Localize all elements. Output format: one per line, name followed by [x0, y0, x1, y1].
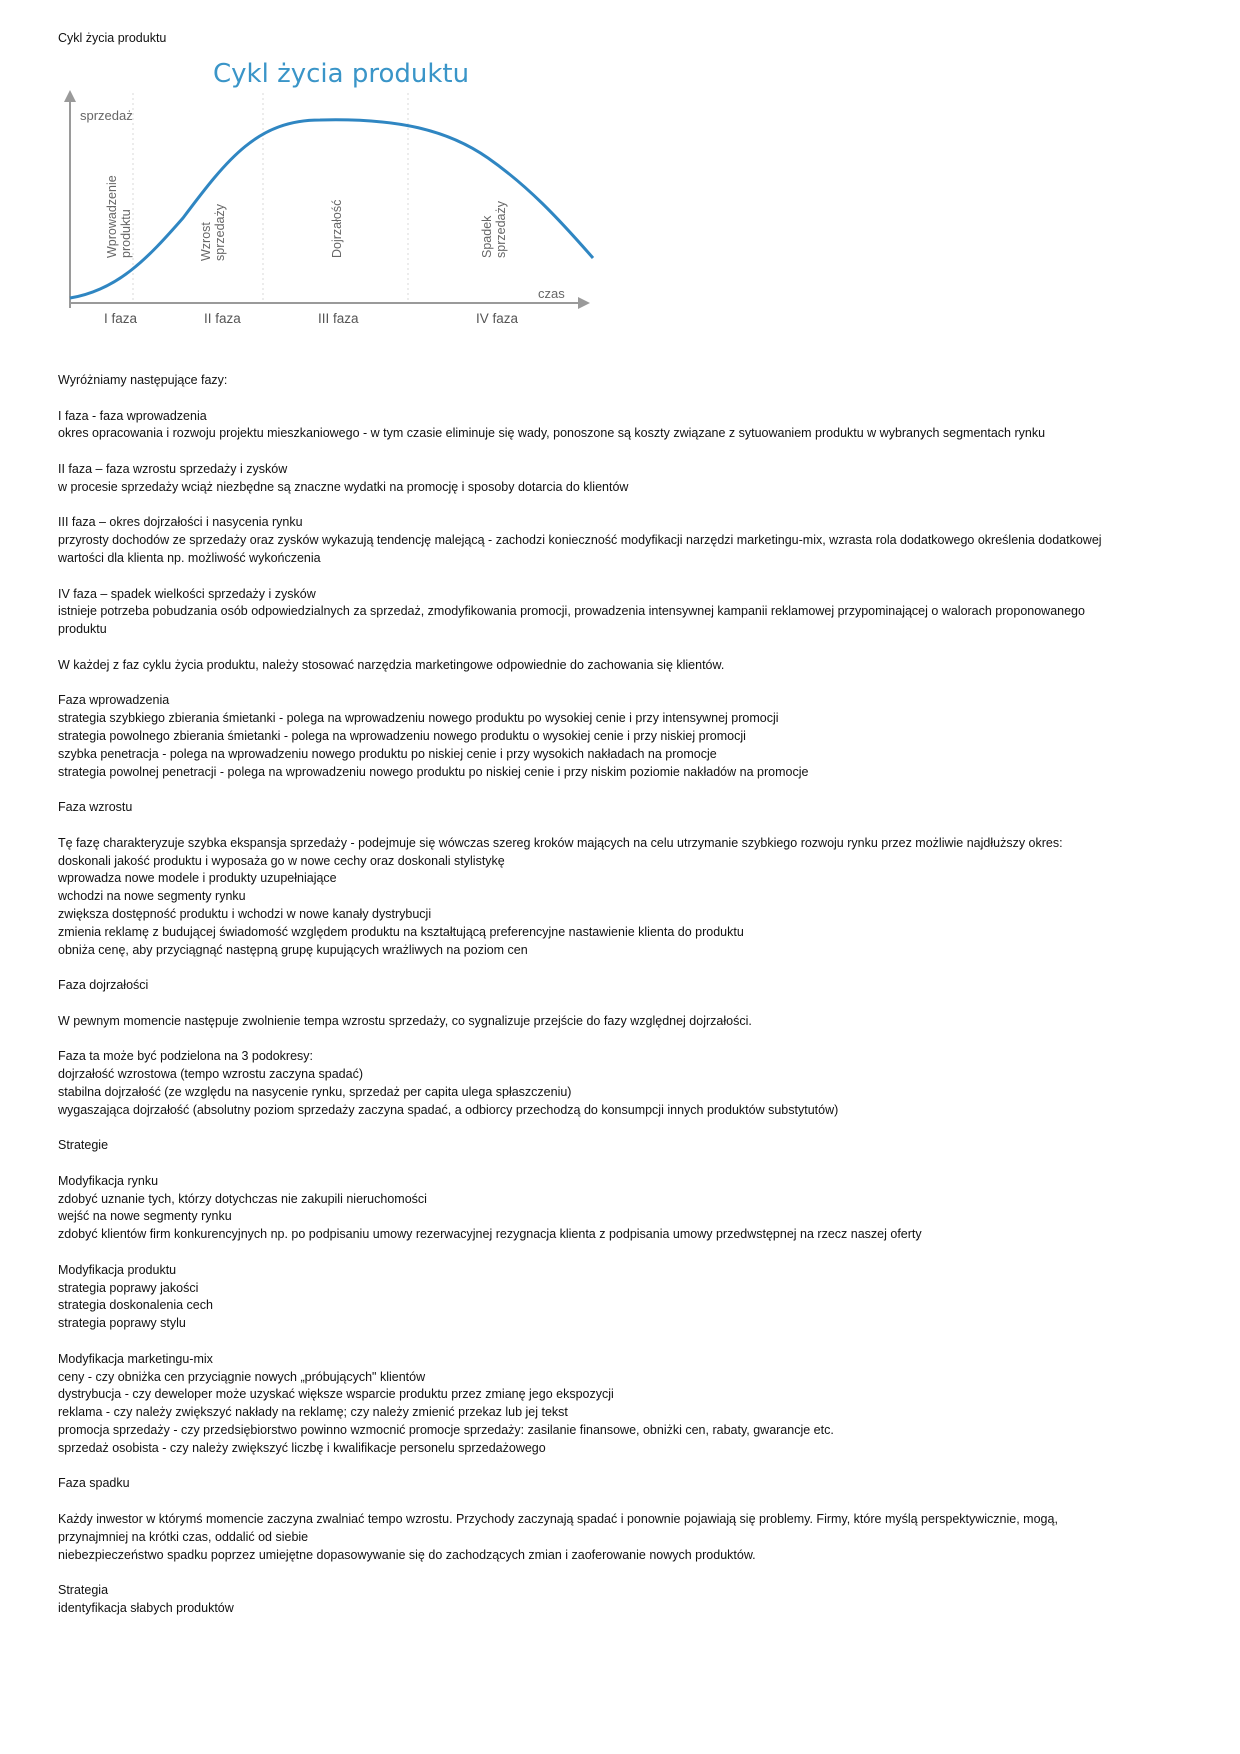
text-line: identyfikacja słabych produktów [58, 1600, 234, 1615]
text-line: III faza – okres dojrzałości i nasycenia rynku [58, 515, 303, 530]
stage-label-introduction-line2: produktu [119, 209, 133, 258]
text-line: I faza - faza wprowadzenia [58, 408, 207, 423]
stage-label-introduction-line1: Wprowadzenie [105, 175, 119, 258]
paragraph-gap [58, 497, 1188, 515]
text-line: doskonali jakość produktu i wyposaża go w nowe cechy oraz doskonali stylistykę [58, 853, 505, 868]
stage-label-decline-line2: sprzedaży [494, 201, 508, 258]
text-line: sprzedaż osobista - czy należy zwiększyć liczbę i kwalifikacje personelu sprzedażowego [58, 1440, 546, 1455]
paragraph [58, 977, 1188, 995]
text-line: wartości dla klienta np. możliwość wykończenia [58, 550, 321, 565]
x-axis-arrow-icon [578, 297, 590, 309]
document-body [58, 372, 1188, 1618]
paragraph-gap [58, 1119, 1188, 1137]
stage-label-growth-line2: sprzedaży [213, 204, 227, 261]
text-line: dystrybucja - czy deweloper może uzyskać większe wsparcie produktu przez zmianę jego ekspozycji [58, 1387, 614, 1402]
text-line: Wyróżniamy następujące fazy: [58, 373, 228, 387]
text-line: zwiększa dostępność produktu i wchodzi w nowe kanały dystrybucji [58, 906, 432, 921]
stage-label-maturity: Dojrzałość [330, 199, 344, 258]
text-line: W każdej z faz cyklu życia produktu, należy stosować narzędzia marketingowe odpowiednie do zachowania się klientów. [58, 657, 725, 672]
paragraph [58, 1582, 1188, 1618]
text-line: Faza dojrzałości [58, 978, 149, 993]
paragraph-gap [58, 443, 1188, 461]
paragraph-gap [58, 568, 1188, 586]
paragraph [58, 1262, 1188, 1333]
paragraph-gap [58, 1030, 1188, 1048]
text-line: produktu [58, 622, 107, 637]
text-line: obniża cenę, aby przyciągnąć następną grupę kupujących wrażliwych na poziom cen [58, 942, 528, 957]
text-line: strategia powolnej penetracji - polega na wprowadzeniu nowego produktu po niskiej cenie i przy niskim poziomie nakładów na promocje [58, 764, 809, 779]
text-line: Modyfikacja marketingu-mix [58, 1351, 213, 1366]
text-line: stabilna dojrzałość (ze względu na nasycenie rynku, sprzedaż per capita ulega spłaszczeniu) [58, 1084, 572, 1099]
paragraph [58, 1173, 1188, 1244]
text-line: przyrosty dochodów ze sprzedaży oraz zysków wykazują tendencję malejącą - zachodzi konieczność modyfikacji narzędzi marketingu-mix, wzrasta rola dodatkowego określenia dodatkowej [58, 533, 1102, 548]
paragraph-gap [58, 1333, 1188, 1351]
text-line: strategia doskonalenia cech [58, 1298, 213, 1313]
paragraph-gap [58, 1458, 1188, 1476]
paragraph [58, 514, 1188, 567]
chart-svg [58, 58, 678, 368]
text-line: Tę fazę charakteryzuje szybka ekspansja sprzedaży - podejmuje się wówczas szereg kroków mających na celu utrzymanie szybkiego rozwoju rynku przez możliwie najdłuższy okres: [58, 835, 1063, 850]
paragraph [58, 1048, 1188, 1119]
text-line: Faza ta może być podzielona na 3 podokresy: [58, 1049, 314, 1064]
phase-label-1: I faza [104, 311, 138, 326]
paragraph-gap [58, 675, 1188, 693]
text-line: II faza – faza wzrostu sprzedaży i zysków [58, 461, 288, 476]
text-line: Faza wzrostu [58, 800, 133, 815]
text-line: istnieje potrzeba pobudzania osób odpowiedzialnych za sprzedaż, zmodyfikowania promocji, prowadzenia intensywnej kampanii reklamowej przypominającej o walorach proponowanego [58, 604, 1085, 619]
paragraph-gap [58, 959, 1188, 977]
paragraph [58, 692, 1188, 781]
text-line: strategia poprawy stylu [58, 1316, 186, 1331]
stage-label-decline-line1: Spadek [480, 215, 494, 258]
paragraph-gap [58, 1244, 1188, 1262]
paragraph-gap [58, 1155, 1188, 1173]
text-line: ceny - czy obniżka cen przyciągnie nowych „próbujących" klientów [58, 1369, 426, 1384]
paragraph [58, 1351, 1188, 1458]
text-line: wejść na nowe segmenty rynku [58, 1209, 232, 1224]
text-line: wchodzi na nowe segmenty rynku [58, 889, 246, 904]
phase-label-4: IV faza [476, 311, 519, 326]
text-line: Strategie [58, 1138, 109, 1153]
text-line: okres opracowania i rozwoju projektu mieszkaniowego - w tym czasie eliminuje się wady, ponoszone są koszty związane z sytuowaniem produktu w wybranych segmentach rynku [58, 426, 1046, 441]
paragraph-gap [58, 1493, 1188, 1511]
text-line: niebezpieczeństwo spadku poprzez umiejętne dopasowywanie się do zachodzących zmian i zaoferowanie nowych produktów. [58, 1547, 756, 1562]
text-line: W pewnym momencie następuje zwolnienie tempa wzrostu sprzedaży, co sygnalizuje przejście do fazy względnej dojrzałości. [58, 1013, 752, 1028]
text-line: reklama - czy należy zwiększyć nakłady na reklamę; czy należy zmienić przekaz lub jej tekst [58, 1405, 568, 1420]
paragraph-gap [58, 995, 1188, 1013]
text-line: dojrzałość wzrostowa (tempo wzrostu zaczyna spadać) [58, 1067, 363, 1082]
text-line: wygaszająca dojrzałość (absolutny poziom sprzedaży zaczyna spadać, a odbiorcy przechodzą do konsumpcji innych produktów substytutów) [58, 1102, 839, 1117]
paragraph [58, 835, 1188, 960]
paragraph-gap [58, 817, 1188, 835]
paragraph [58, 657, 1188, 675]
phase-label-3: III faza [318, 311, 359, 326]
product-life-cycle-chart [58, 58, 678, 368]
text-line: Modyfikacja rynku [58, 1173, 159, 1188]
text-line: zdobyć uznanie tych, którzy dotychczas nie zakupili nieruchomości [58, 1191, 427, 1206]
paragraph-gap [58, 1564, 1188, 1582]
text-line: Modyfikacja produktu [58, 1262, 177, 1277]
paragraph-gap [58, 781, 1188, 799]
text-line: zmienia reklamę z budującej świadomość względem produktu na kształtującą preferencyjne nastawienie klienta do produktu [58, 924, 744, 939]
document-title: Cykl życia produktu [58, 31, 167, 45]
x-axis-label: czas [538, 286, 565, 301]
text-line: zdobyć klientów firm konkurencyjnych np. po podpisaniu umowy rezerwacyjnej rezygnacja klienta z podpisania umowy przedwstępnej na rzecz naszej oferty [58, 1227, 922, 1242]
paragraph [58, 1137, 1188, 1155]
paragraph-gap [58, 639, 1188, 657]
stage-label-growth-line1: Wzrost [199, 222, 213, 261]
text-line: promocja sprzedaży - czy przedsiębiorstwo powinno wzmocnić promocje sprzedaży: zasilanie finansowe, obniżki cen, rabaty, gwarancje etc. [58, 1423, 834, 1438]
text-line: w procesie sprzedaży wciąż niezbędne są znaczne wydatki na promocję i sposoby dotarcia do klientów [58, 479, 629, 494]
phase-label-2: II faza [204, 311, 241, 326]
text-line: przynajmniej na krótki czas, oddalić od siebie [58, 1529, 309, 1544]
paragraph [58, 1475, 1188, 1493]
paragraph-gap [58, 390, 1188, 408]
text-line: wprowadza nowe modele i produkty uzupełniające [58, 871, 337, 886]
text-line: szybka penetracja - polega na wprowadzeniu nowego produktu po niskiej cenie i przy wysokich nakładach na promocje [58, 746, 717, 761]
y-axis-label: sprzedaż [80, 108, 133, 123]
paragraph [58, 1511, 1188, 1564]
paragraph [58, 586, 1188, 639]
paragraph [58, 408, 1188, 444]
text-line: Faza spadku [58, 1476, 130, 1491]
paragraph [58, 1013, 1188, 1031]
y-axis-arrow-icon [64, 90, 76, 102]
paragraph [58, 461, 1188, 497]
paragraph [58, 799, 1188, 817]
text-line: Faza wprowadzenia [58, 693, 170, 708]
paragraph [58, 372, 1188, 390]
text-line: strategia szybkiego zbierania śmietanki - polega na wprowadzeniu nowego produktu po wysokiej cenie i przy intensywnej promocji [58, 711, 779, 726]
text-line: IV faza – spadek wielkości sprzedaży i zysków [58, 586, 316, 601]
chart-title: Cykl życia produktu [213, 59, 470, 89]
text-line: strategia powolnego zbierania śmietanki - polega na wprowadzeniu nowego produktu o wysokiej cenie i przy niskiej promocji [58, 728, 746, 743]
text-line: Każdy inwestor w którymś momencie zaczyna zwalniać tempo wzrostu. Przychody zaczynają spadać i ponownie pojawiają się problemy. Firmy, które myślą perspektywicznie, mogą, [58, 1512, 1058, 1526]
text-line: Strategia [58, 1583, 109, 1598]
text-line: strategia poprawy jakości [58, 1280, 199, 1295]
